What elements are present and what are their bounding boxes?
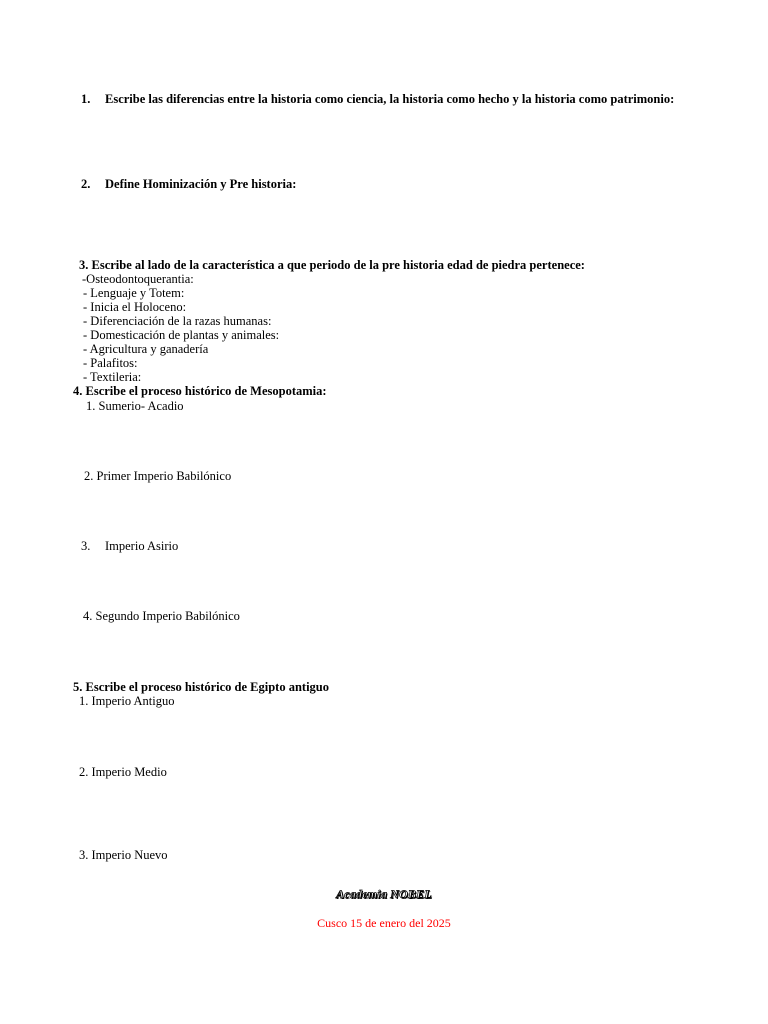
question-4-item-3 [81,539,178,553]
question-4-item: 1. Sumerio- Acadio [86,399,184,413]
question-4-item: 4. Segundo Imperio Babilónico [83,609,240,623]
question-2 [81,177,296,191]
question-1 [81,92,674,106]
question-4-item: 2. Primer Imperio Babilónico [84,469,232,483]
question-1-number: 1. [81,92,91,106]
footer-date: Cusco 15 de enero del 2025 [317,916,451,930]
question-3-item: - Palafitos: [83,356,138,370]
academy-logo-text: Academia NOBEL [336,887,432,901]
question-3-item: - Agricultura y ganadería [83,342,209,356]
question-3-item: -Osteodontoquerantia: [82,272,194,286]
question-3-title: 3. Escribe al lado de la característica a que periodo de la pre historia edad de piedra pertenece: [79,258,585,272]
question-4-item-3-number: 3. [81,539,91,553]
question-3-item: - Lenguaje y Totem: [83,286,185,300]
question-5-title: 5. Escribe el proceso histórico de Egipto antiguo [73,680,330,694]
question-2-text: Define Hominización y Pre historia: [105,177,297,191]
question-5-item: 2. Imperio Medio [79,765,167,779]
question-3-item: - Diferenciación de la razas humanas: [83,314,272,328]
question-3-item: - Textileria: [83,370,142,384]
question-3-item: - Domesticación de plantas y animales: [83,328,280,342]
question-3-item: - Inicia el Holoceno: [83,300,187,314]
question-2-number: 2. [81,177,91,191]
question-4-item-3-text: Imperio Asirio [105,539,179,553]
question-4-title: 4. Escribe el proceso histórico de Mesopotamia: [73,384,327,398]
question-5-item: 3. Imperio Nuevo [79,848,168,862]
question-1-text: Escribe las diferencias entre la historia como ciencia, la historia como hecho y la historia como patrimonio: [105,92,675,106]
question-5-item: 1. Imperio Antiguo [79,694,175,708]
